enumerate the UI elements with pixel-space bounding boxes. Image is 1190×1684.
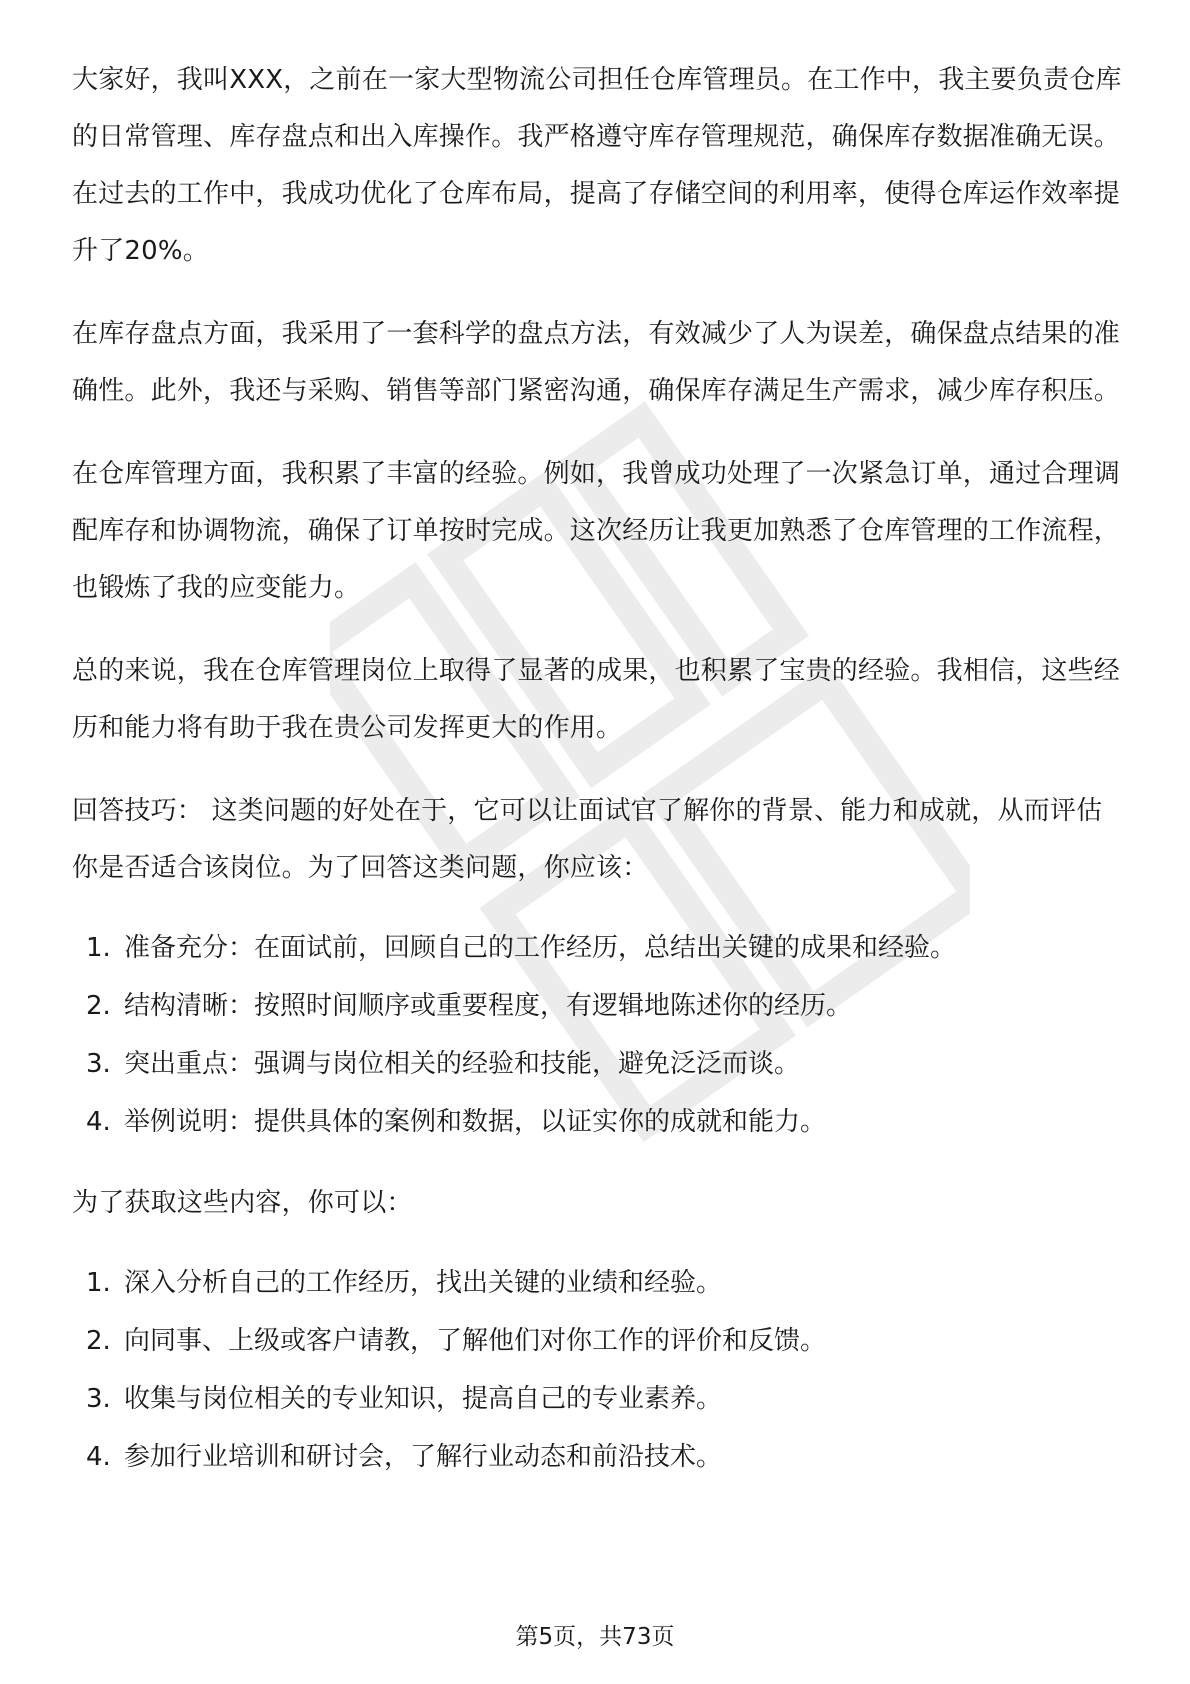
list-text: 举例说明：提供具体的案例和数据，以证实你的成就和能力。 — [124, 1107, 827, 1137]
paragraph-content-intro: 为了获取这些内容，你可以： — [72, 1188, 413, 1218]
list-number: 4. — [86, 1107, 111, 1137]
list-text: 突出重点：强调与岗位相关的经验和技能，避免泛泛而谈。 — [124, 1049, 801, 1079]
list-number: 1. — [86, 933, 111, 963]
list-text: 收集与岗位相关的专业知识，提高自己的专业素养。 — [124, 1384, 723, 1414]
list-item — [72, 1093, 1124, 1151]
paragraph-warehouse-experience: 在仓库管理方面，我积累了丰富的经验。例如，我曾成功处理了一次紧急订单，通过合理调配库存和协调物流，确保了订单按时完成。这次经历让我更加熟悉了仓库管理的工作流程，也锻炼了我的应变能力。 — [72, 459, 1121, 603]
list-number: 3. — [86, 1384, 111, 1414]
list-number: 4. — [86, 1442, 111, 1472]
paragraph-intro: 大家好，我叫XXX，之前在一家大型物流公司担任仓库管理员。在工作中，我主要负责仓库的日常管理、库存盘点和出入库操作。我严格遵守库存管理规范，确保库存数据准确无误。在过去的工作中，我成功优化了仓库布局，提高了存储空间的利用率，使得仓库运作效率提升了20%。 — [72, 65, 1122, 266]
list-text: 向同事、上级或客户请教，了解他们对你工作的评价和反馈。 — [124, 1326, 827, 1356]
content-list — [72, 1254, 1124, 1486]
list-item — [72, 1312, 1124, 1370]
list-number: 1. — [86, 1268, 111, 1298]
list-item — [72, 919, 1124, 977]
list-item — [72, 1035, 1124, 1093]
list-item — [72, 1254, 1124, 1312]
list-number: 2. — [86, 1326, 111, 1356]
list-text: 深入分析自己的工作经历，找出关键的业绩和经验。 — [124, 1268, 723, 1298]
paragraph-summary: 总的来说，我在仓库管理岗位上取得了显著的成果，也积累了宝贵的经验。我相信，这些经历和能力将有助于我在贵公司发挥更大的作用。 — [72, 656, 1121, 743]
paragraph-answer-tips: 回答技巧： 这类问题的好处在于，它可以让面试官了解你的背景、能力和成就，从而评估你是否适合该岗位。为了回答这类问题，你应该： — [72, 796, 1103, 883]
list-number: 2. — [86, 991, 111, 1021]
document-page — [72, 52, 1124, 1510]
tips-list — [72, 919, 1124, 1151]
list-number: 3. — [86, 1049, 111, 1079]
paragraph-inventory: 在库存盘点方面，我采用了一套科学的盘点方法，有效减少了人为误差，确保盘点结果的准确性。此外，我还与采购、销售等部门紧密沟通，确保库存满足生产需求，减少库存积压。 — [72, 319, 1121, 406]
list-text: 参加行业培训和研讨会，了解行业动态和前沿技术。 — [124, 1442, 723, 1472]
list-text: 结构清晰：按照时间顺序或重要程度，有逻辑地陈述你的经历。 — [124, 991, 853, 1021]
page-footer: 第5页，共73页 — [515, 1624, 675, 1650]
list-item — [72, 1370, 1124, 1428]
list-text: 准备充分：在面试前，回顾自己的工作经历，总结出关键的成果和经验。 — [124, 933, 957, 963]
list-item — [72, 1428, 1124, 1486]
list-item — [72, 977, 1124, 1035]
